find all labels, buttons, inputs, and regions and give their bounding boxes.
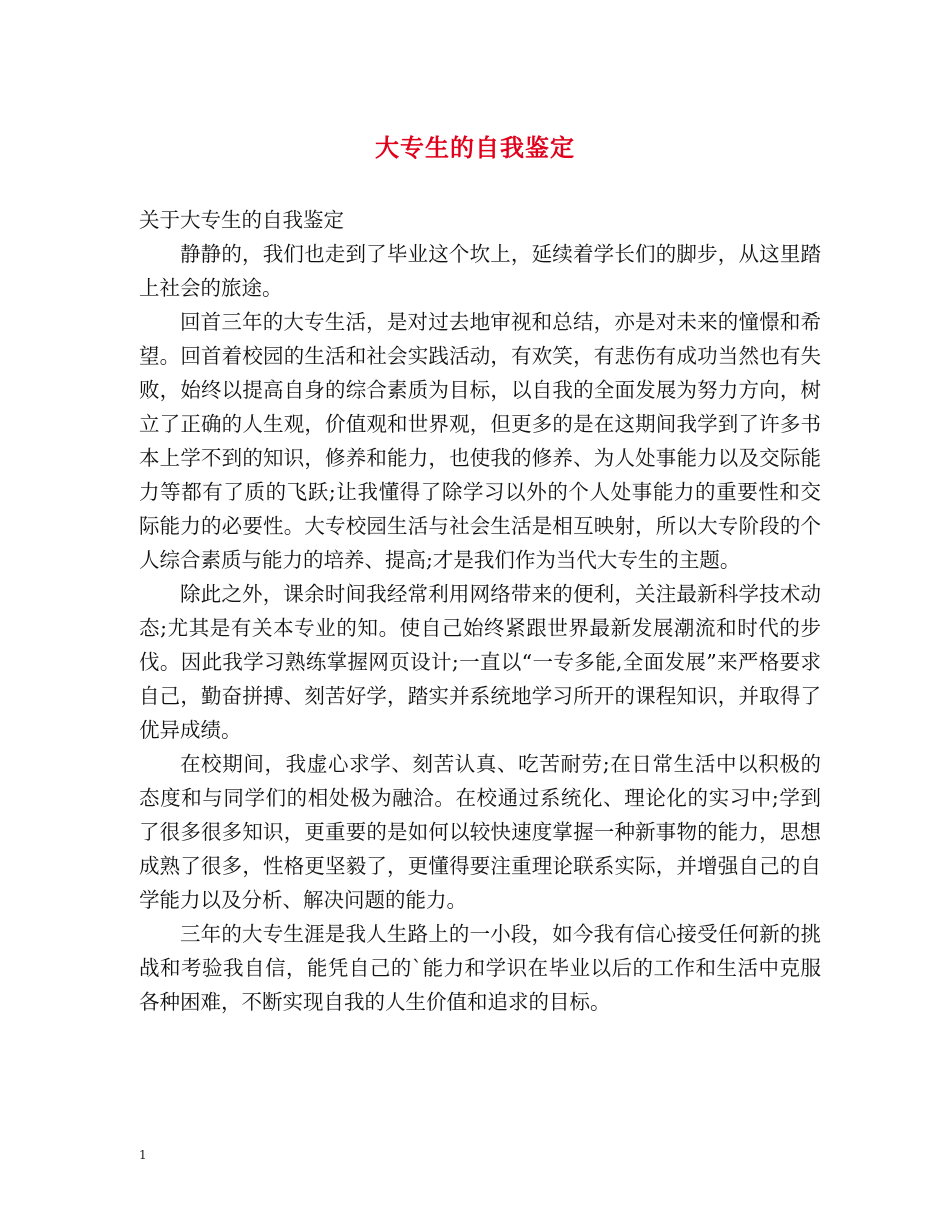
- document-body: [139, 203, 821, 1019]
- document-title: 大专生的自我鉴定: [375, 133, 575, 162]
- document-subtitle: 关于大专生的自我鉴定: [139, 208, 344, 232]
- paragraph: 在校期间，我虚心求学、刻苦认真、吃苦耐劳;在日常生活中以积极的态度和与同学们的相处极为融洽。在校通过系统化、理论化的实习中;学到了很多很多知识，更重要的是如何以较快速度掌握一种新事物的能力，思想成熟了很多，性格更坚毅了，更懂得要注重理论联系实际，并增强自己的自学能力以及分析、解决问题的能力。: [139, 752, 821, 912]
- paragraph: 静静的，我们也走到了毕业这个坎上，延续着学长们的脚步，从这里踏上社会的旅途。: [139, 242, 821, 300]
- paragraph: 除此之外，课余时间我经常利用网络带来的便利，关注最新科学技术动态;尤其是有关本专业的知。使自己始终紧跟世界最新发展潮流和时代的步伐。因此我学习熟练掌握网页设计;一直以“一专多能,全面发展”来严格要求自己，勤奋拼搏、刻苦好学，踏实并系统地学习所开的课程知识，并取得了优异成绩。: [139, 582, 821, 742]
- paragraph: 三年的大专生涯是我人生路上的一小段，如今我有信心接受任何新的挑战和考验我自信，能凭自己的`能力和学识在毕业以后的工作和生活中克服各种困难，不断实现自我的人生价值和追求的目标。: [139, 922, 821, 1014]
- paragraph: 回首三年的大专生活，是对过去地审视和总结，亦是对未来的憧憬和希望。回首着校园的生活和社会实践活动，有欢笑，有悲伤有成功当然也有失败，始终以提高自身的综合素质为目标，以自我的全面发展为努力方向，树立了正确的人生观，价值观和世界观，但更多的是在这期间我学到了许多书本上学不到的知识，修养和能力，也使我的修养、为人处事能力以及交际能力等都有了质的飞跃;让我懂得了除学习以外的个人处事能力的重要性和交际能力的必要性。大专校园生活与社会生活是相互映射，所以大专阶段的个人综合素质与能力的培养、提高;才是我们作为当代大专生的主题。: [139, 310, 821, 572]
- page-number: 1: [139, 1148, 147, 1162]
